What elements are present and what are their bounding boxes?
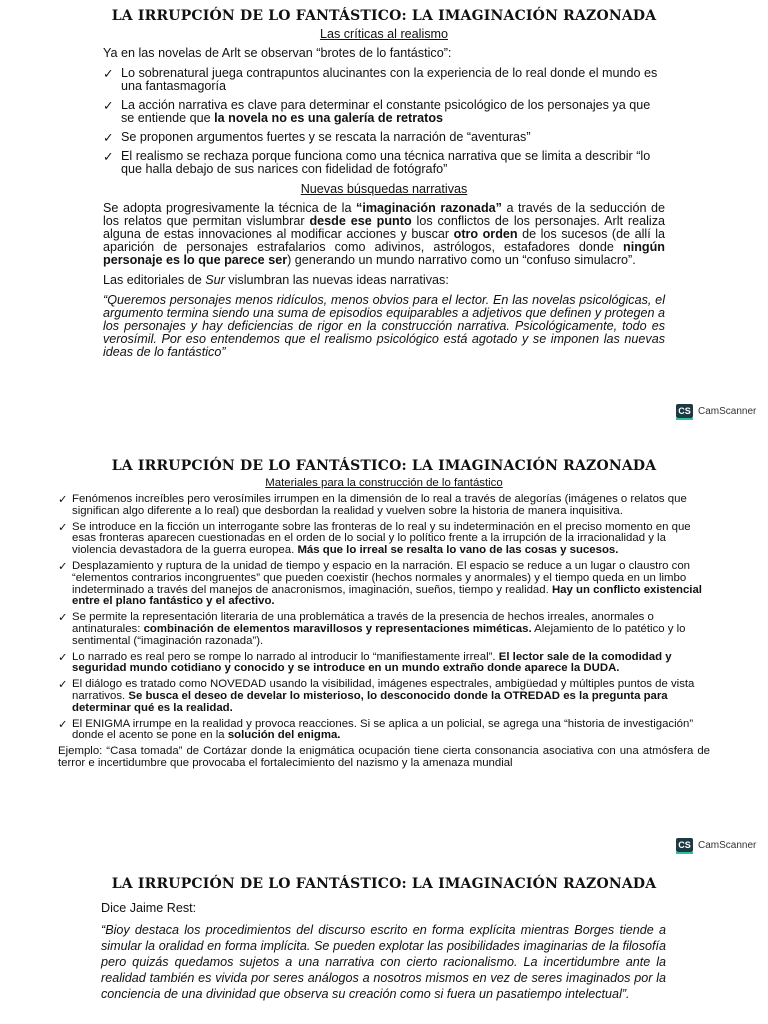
list-item: ✓ Desplazamiento y ruptura de la unidad de tiempo y espacio en la narración. El espacio se reduce a un lugar o claustro con “elementos contrarios incongruentes” que pueden coexistir (hechos normales y anormales) y el tiempo queda en un limbo indeterminado a través del manejos de anacronismos, imaginación, sueños, tiempo y realidad. Hay un conflicto existencial entre el plano fantástico y el afectivo. xyxy=(58,561,710,608)
camscanner-label: CamScanner xyxy=(698,839,757,851)
page-section-1 xyxy=(0,8,768,359)
body-paragraph: Se adopta progresivamente la técnica de la “imaginación razonada” a través de la seducción de los relatos que permitan vislumbrar desde ese punto los conflictos de los personajes. Arlt realiza alguna de estas innovaciones al modificar acciones y buscar otro orden de los sucesos (de allí la aparición de personajes estrafalarios como adivinos, astrólogos, estafadores donde ningún personaje es lo que parece ser) generando un mundo narrativo como un “confuso simulacro”. xyxy=(103,201,666,267)
list-item: ✓ El ENIGMA irrumpe en la realidad y provoca reacciones. Si se aplica a un policial, se agrega una “historia de investigación” donde el acento se pone en la solución del enigma. xyxy=(58,719,710,743)
page-section-2 xyxy=(0,458,768,770)
list-item: ✓ La acción narrativa es clave para determinar el constante psicológico de los personajes ya que se entiende que la novela no es una galería de retratos xyxy=(103,99,665,125)
bullet-list xyxy=(58,494,710,742)
example-paragraph: Ejemplo: “Casa tomada” de Cortázar donde la enigmática ocupación tiene cierta consonancia asociativa con una atmósfera de terror e incertidumbre que provocaba el fortalecimiento del nazismo y la amenaza mundial xyxy=(58,745,710,769)
list-item: ✓ Se proponen argumentos fuertes y se rescata la narración de “aventuras” xyxy=(103,131,665,144)
section-title: LA IRRUPCIÓN DE LO FANTÁSTICO: LA IMAGINACIÓN RAZONADA xyxy=(111,8,657,24)
page-section-3 xyxy=(0,876,768,1002)
intro-paragraph: Dice Jaime Rest: xyxy=(101,901,197,915)
subheading-busquedas: Nuevas búsquedas narrativas xyxy=(300,182,468,196)
subheading-materiales: Materiales para la construcción de lo fantástico xyxy=(265,477,503,489)
camscanner-watermark xyxy=(676,404,756,418)
bullet-list xyxy=(103,67,665,176)
camscanner-label: CamScanner xyxy=(698,405,757,417)
section-title: LA IRRUPCIÓN DE LO FANTÁSTICO: LA IMAGINACIÓN RAZONADA xyxy=(111,458,657,474)
quote-paragraph: “Queremos personajes menos ridículos, menos obvios para el lector. En las novelas psicológicas, el argumento termina siendo una suma de episodios equiparables a adjetivos que definen y protegen a los personajes y hay deficiencias de rigor en la construcción narrativa. Psicológicamente, todo es verosímil. Por eso entendemos que el realismo psicológico está agotado y se imponen las nuevas ideas de lo fantástico” xyxy=(103,293,665,359)
body-paragraph: Las editoriales de Sur vislumbran las nuevas ideas narrativas: xyxy=(103,273,449,287)
list-item: ✓ Se introduce en la ficción un interrogante sobre las fronteras de lo real y su indeterminación en el preciso momento en que esas fronteras aparecen cuestionadas en el orden de lo social y lo político frente a la irrupción de la irracionalidad y la violencia devastadora de la guerra europea. Más que lo irreal se resalta lo vano de las cosas y sucesos. xyxy=(58,522,710,557)
camscanner-watermark xyxy=(676,838,756,852)
quote-paragraph: “Bioy destaca los procedimientos del discurso escrito en forma explícita mientras Borges tiende a simular la oralidad en forma implícita. Se pueden explotar las posibilidades imaginarias de la filosofía pero quizás quedamos sujetos a una narrativa con cierto racionalismo. La incertidumbre ante la realidad también es vivida por seres análogos a nosotros mismos en vez de seres imaginados por la conciencia de una divinidad que observa su creación como si fuera un pasatiempo intelectual”. xyxy=(101,923,666,1001)
camscanner-logo-icon: CS xyxy=(676,838,693,852)
section-title: LA IRRUPCIÓN DE LO FANTÁSTICO: LA IMAGINACIÓN RAZONADA xyxy=(111,876,657,892)
list-item: ✓ Fenómenos increíbles pero verosímiles irrumpen en la dimensión de lo real a través de alegorías (imágenes o relatos que significan algo diferente a lo real) que desbordan la realidad y vuelven sobre la historia de manera inquisitiva. xyxy=(58,494,710,518)
camscanner-logo-icon: CS xyxy=(676,404,693,418)
list-item: ✓ El diálogo es tratado como NOVEDAD usando la visibilidad, imágenes espectrales, ambigüedad y múltiples puntos de vista narrativos. Se busca el deseo de develar lo misterioso, lo desconocido donde la OTREDAD es la pregunta para determinar qué es la realidad. xyxy=(58,679,710,714)
subheading-criticas: Las críticas al realismo xyxy=(319,27,449,41)
list-item: ✓ Lo sobrenatural juega contrapuntos alucinantes con la experiencia de lo real donde el mundo es una fantasmagoría xyxy=(103,67,665,93)
intro-paragraph: Ya en las novelas de Arlt se observan “brotes de lo fantástico”: xyxy=(103,46,452,60)
list-item: ✓ El realismo se rechaza porque funciona como una técnica narrativa que se limita a describir “lo que halla debajo de sus narices con fidelidad de fotógrafo” xyxy=(103,150,665,176)
list-item: ✓ Se permite la representación literaria de una problemática a través de la presencia de hechos irreales, anormales o antinaturales: combinación de elementos maravillosos y representaciones miméticas. Alejamiento de lo patético y lo sentimental (“imaginación razonada”). xyxy=(58,612,710,647)
list-item: ✓ Lo narrado es real pero se rompe lo narrado al introducir lo “manifiestamente irreal”. El lector sale de la comodidad y seguridad mundo cotidiano y conocido y se introduce en un mundo extraño donde aparece la DUDA. xyxy=(58,652,710,676)
